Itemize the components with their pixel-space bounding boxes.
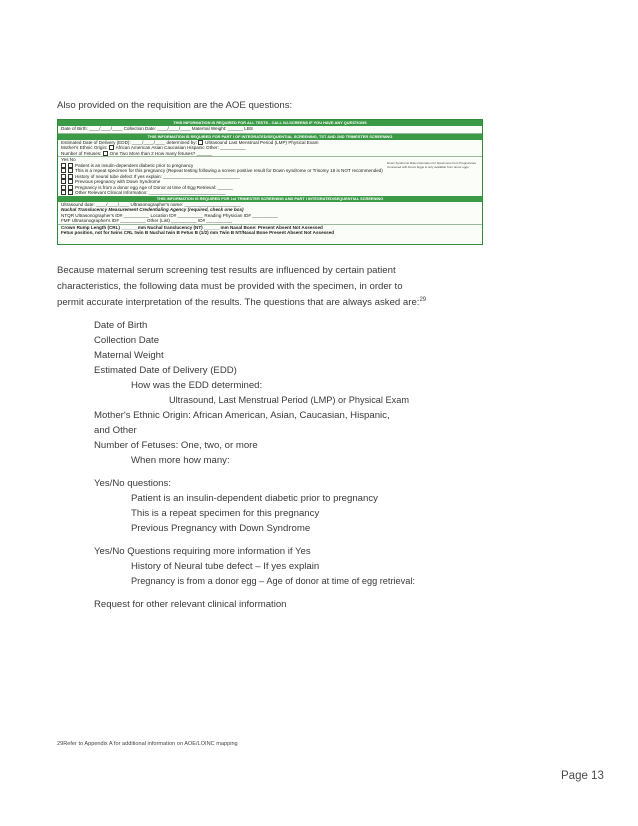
form-ethnic-options: African American Asian Caucasian Hispanic Other: __________ — [115, 145, 246, 150]
paragraph-line-2: characteristics, the following data must be provided with the specimen, in order to — [57, 281, 403, 292]
form-question-text: History of neural tube defect If yes explain: ______________________________ — [75, 173, 240, 179]
footnote: 29Refer to Appendix A for additional information on AOE/LOINC mapping — [57, 741, 238, 747]
form-row-dates: Date of Birth: ____/____/____ Collection Date: ____/____/____ Maternal Weight: ______ LBS — [58, 126, 482, 134]
list-yes-no-more-heading: Yes/No Questions requiring more information if Yes — [94, 546, 311, 557]
form-fetuses-options: One Two More than 2 How many fetuses? ______ — [109, 150, 212, 156]
form-ethnic-label: Mother's Ethnic Origin: — [61, 145, 108, 150]
paragraph-line-3-text: permit accurate interpretation of the results. The questions that are always asked are: — [57, 297, 420, 308]
form-row-fmf: FMF Ultrasonographer's ID# __________ Other (List) __________ ID# __________ — [58, 218, 482, 225]
paragraph-line-1: Because maternal serum screening test results are influenced by certain patient — [57, 265, 396, 276]
list-collection: Collection Date — [94, 335, 160, 346]
form-row-ntqr: NTQR Ultrasonographer's ID# __________ Location ID# __________ Reading Physician ID# __________ — [61, 212, 278, 218]
form-band-all-tests: THIS INFORMATION IS REQUIRED FOR ALL TESTS - CALL NJ-SCREENS IF YOU HAVE ANY QUESTIONS — [58, 120, 482, 126]
list-fetuses: Number of Fetuses: One, two, or more — [94, 440, 258, 451]
form-question-text: Previous pregnancy with Down Syndrome — [75, 179, 161, 184]
list-yes-no-3: Previous Pregnancy with Down Syndrome — [131, 523, 311, 534]
intro-text: Also provided on the requisition are the AOE questions: — [57, 100, 293, 111]
checkbox-icon — [103, 151, 108, 156]
list-yes-no-1: Patient is an insulin-dependent diabetic prior to pregnancy — [131, 493, 378, 504]
list-edd-how: How was the EDD determined: — [131, 380, 263, 391]
list-yes-no-2: This is a repeat specimen for this pregnancy — [131, 508, 320, 519]
form-question-text: Patient is an insulin-dependent diabetic prior to pregnancy — [75, 162, 194, 168]
page-number: Page 13 — [561, 770, 604, 782]
form-question-text: This is a repeat specimen for this pregnancy (Repeat testing following a screen positive result for Down syndrome or Trisomy 18 is NOT recommended) — [75, 168, 383, 173]
form-row-credential: Nuchal Translucency Measurement Credentialing Agency (required, check one box) — [61, 207, 244, 212]
list-ethnic-1: Mother's Ethnic Origin: African American, Asian, Caucasian, Hispanic, — [94, 410, 390, 421]
requisition-form-image — [57, 119, 483, 245]
form-yes-no-header: Yes No — [61, 157, 76, 162]
form-edd-label: Estimated Date of Delivery (EDD): ____/____/____ determined by: — [61, 139, 197, 145]
checkbox-icon — [61, 179, 66, 184]
form-band-first-trimester: THIS INFORMATION IS REQUIRED FOR 1st TRIMESTER SCREENING AND PART I INTEGRATED/SEQUENTIAL SCREENING — [58, 196, 482, 202]
list-yes-no-heading: Yes/No questions: — [94, 478, 171, 489]
list-yes-no-more-1: History of Neural tube defect – If yes explain — [131, 561, 320, 572]
list-dob: Date of Birth — [94, 320, 148, 331]
checkbox-icon — [61, 168, 66, 173]
form-question-text: Other Relevant Clinical Information: ______________________________ — [75, 190, 226, 195]
form-row-twins: Fetus position, not for twins CRL twin B Nuchal twin B Fetus B (1/2) mm Twin B NT/Nasal Bone Present Absent Not Assessed — [61, 230, 335, 235]
form-fetuses-label: Number of Fetuses: — [61, 150, 102, 156]
form-row-crl: Crown Rump Length (CRL) ______ mm Nuchal translucency (NT) ______ mm Nasal Bone: Present Absent Not Assessed — [61, 224, 323, 230]
paragraph-line-3 — [57, 295, 426, 311]
list-yes-no-more-2: Pregnancy is from a donor egg – Age of donor at time of egg retrieval: — [131, 576, 415, 586]
list-other-info: Request for other relevant clinical information — [94, 599, 287, 610]
list-edd: Estimated Date of Delivery (EDD) — [94, 365, 237, 376]
checkbox-icon — [68, 190, 73, 195]
form-row-ultrasound: Ultrasound date: ____/____/____ Ultrasonographer's name: ______________________ — [61, 201, 241, 207]
form-edd-options: Ultrasound Last Menstrual Period (LMP) Physical Exam — [205, 139, 319, 145]
list-weight: Maternal Weight — [94, 350, 164, 361]
form-band-integrated: THIS INFORMATION IS REQUIRED FOR PART I OF INTEGRATED/SEQUENTIAL SCREENING, TST AND 2ND TRIMESTER SCREENING — [58, 134, 482, 140]
list-ethnic-2: and Other — [94, 425, 137, 436]
checkbox-icon — [61, 190, 66, 195]
list-edd-options: Ultrasound, Last Menstrual Period (LMP) or Physical Exam — [169, 395, 409, 405]
checkbox-icon — [68, 179, 73, 184]
form-question-text: Pregnancy is from a donor egg Age of Donor at time of Egg Retrieval: ______ — [75, 184, 233, 190]
checkbox-icon — [68, 168, 73, 173]
footnote-ref: 29 — [419, 296, 427, 303]
form-side-note: Down Syndrome Risk information for Specimens from Pregnancies Conceived with Donor Eggs is only available from donor eggs — [387, 161, 476, 169]
list-fetuses-how: When more how many: — [131, 455, 230, 466]
